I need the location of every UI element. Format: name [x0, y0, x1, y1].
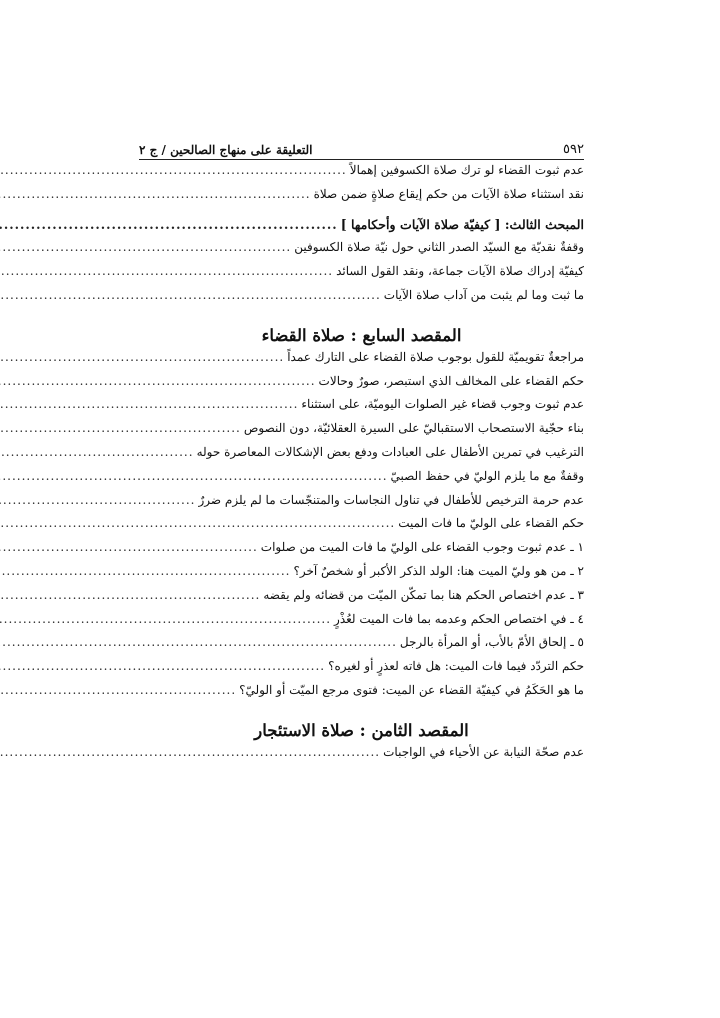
dot-leader: [0, 374, 316, 388]
toc-entry-title: ما هو الحَكَمُ في كيفيّة القضاء عن الميت: فتوى مرجع الميّت أو الوليّ؟: [239, 682, 584, 697]
section-heading-eight: المقصد الثامن : صلاة الاستئجار: [254, 720, 469, 740]
toc-entry[interactable]: [139, 264, 584, 288]
toc-entry-title: حكم القضاء على المخالف الذي استبصر، صورٌ وحالات: [318, 373, 584, 388]
dot-leader: [0, 612, 331, 626]
toc-entry[interactable]: [139, 350, 584, 374]
toc-entry-title: وقفةٌ نقديّة مع السيّد الصدر الثاني حول نيّة صلاة الكسوفين: [294, 240, 584, 255]
toc-entry-title: عدم ثبوت القضاء لو ترك صلاة الكسوفين إهمالاً: [349, 163, 584, 177]
page-header: [139, 137, 584, 157]
toc-entry-title: مراجعةٌ تقويميّة للقول بوجوب صلاة القضاء على التارك عمداً: [287, 349, 584, 364]
chapter-label: المبحث الثالث:: [504, 216, 584, 232]
toc-entry-title: كيفيّة إدراك صلاة الآيات جماعة، ونقد القول السائد: [336, 264, 584, 279]
toc-entry-title: ٤ ـ في اختصاص الحكم وعدمه بما فات الميت لعُذْرٍ: [334, 611, 584, 626]
toc-entry[interactable]: [139, 163, 584, 187]
dot-leader: [0, 217, 338, 232]
toc-entry-title: ٥ ـ إلحاق الأمّ بالأب، أو المرأة بالرجل: [399, 635, 584, 650]
dot-leader: [0, 564, 290, 578]
toc-entry[interactable]: [139, 564, 584, 588]
dot-leader: [0, 187, 311, 201]
toc-entry[interactable]: [139, 469, 584, 493]
toc-entry[interactable]: [139, 659, 584, 683]
dot-leader: [0, 745, 380, 759]
dot-leader: [0, 516, 395, 530]
section-heading-seven: المقصد السابع : صلاة القضاء: [261, 325, 462, 345]
dot-leader: [0, 659, 325, 673]
toc-entry-title: بناء حجّية الاستصحاب الاستقباليّ على السيرة العقلائيّة، دون النصوص: [243, 421, 584, 436]
toc-entry-title: الترغيب في تمرين الأطفال على العبادات ودفع بعض الإشكالات المعاصرة حوله: [196, 444, 584, 459]
toc-entry[interactable]: [139, 187, 584, 211]
toc-entry-title: [341, 217, 584, 232]
toc-entry[interactable]: [139, 445, 584, 469]
toc-entry-title: ٢ ـ من هو وليّ الميت هنا: الولد الذكر الأكبر أو شخصٌ آخر؟: [293, 563, 584, 578]
dot-leader: [0, 163, 347, 177]
toc-entry-title: ٣ ـ عدم اختصاص الحكم هنا بما تمكّن الميّت من قضائه ولم يقضه: [263, 587, 584, 602]
toc-entry[interactable]: [139, 588, 584, 612]
dot-leader: [0, 683, 236, 697]
toc-entry-title: ١ ـ عدم ثبوت وجوب القضاء على الوليّ ما فات الميت من صلوات: [260, 540, 584, 555]
dot-leader: [0, 588, 260, 602]
toc-entry-title: وقفةٌ مع ما يلزم الوليّ في حفظ الصبيّ: [390, 468, 584, 483]
chapter-title: [ كيفيّة صلاة الآيات وأحكامها ]: [340, 216, 501, 232]
dot-leader: [0, 350, 284, 364]
dot-leader: [0, 397, 298, 411]
toc-entry[interactable]: [139, 493, 584, 517]
toc-chapter-entry[interactable]: [139, 217, 584, 241]
toc-entry[interactable]: [139, 635, 584, 659]
dot-leader: [0, 540, 258, 554]
page-number: ٥٩٢: [563, 142, 584, 157]
dot-leader: [0, 635, 397, 649]
toc-entry[interactable]: [139, 240, 584, 264]
toc-entry[interactable]: [139, 516, 584, 540]
header-rule: [139, 159, 584, 160]
table-of-contents: [139, 163, 584, 769]
toc-entry-title: عدم ثبوت وجوب قضاء غير الصلوات اليوميّة، على استثناء: [301, 397, 584, 412]
toc-entry-title: نقد استثناء صلاة الآيات من حكم إيقاع صلاةٍ ضمن صلاة: [313, 186, 584, 201]
dot-leader: [0, 264, 333, 278]
dot-leader: [0, 469, 388, 483]
dot-leader: [0, 421, 241, 435]
toc-entry[interactable]: [139, 374, 584, 398]
toc-entry[interactable]: [139, 288, 584, 312]
toc-entry-title: حكم التردّد فيما فات الميت: هل فاته لعذرٍ أو لغيره؟: [328, 659, 584, 674]
toc-entry[interactable]: [139, 683, 584, 707]
dot-leader: [0, 445, 194, 459]
dot-leader: [0, 288, 381, 302]
toc-entry[interactable]: [139, 397, 584, 421]
dot-leader: [0, 493, 196, 507]
toc-entry-title: عدم صحّة النيابة عن الأحياء في الواجبات: [383, 744, 584, 759]
dot-leader: [0, 240, 291, 254]
toc-entry[interactable]: [139, 612, 584, 636]
toc-entry-title: ما ثبت وما لم يثبت من آداب صلاة الآيات: [383, 287, 584, 302]
book-title: التعليقة على منهاج الصالحين / ج ٢: [139, 143, 313, 157]
toc-entry[interactable]: [139, 745, 584, 769]
toc-entry-title: عدم حرمة الترخيص للأطفال في تناول النجاسات والمتنجّسات ما لم يلزم ضررٌ: [198, 492, 584, 507]
toc-entry[interactable]: [139, 421, 584, 445]
toc-entry[interactable]: [139, 540, 584, 564]
toc-entry-title: حكم القضاء على الوليّ ما فات الميت: [398, 516, 584, 531]
